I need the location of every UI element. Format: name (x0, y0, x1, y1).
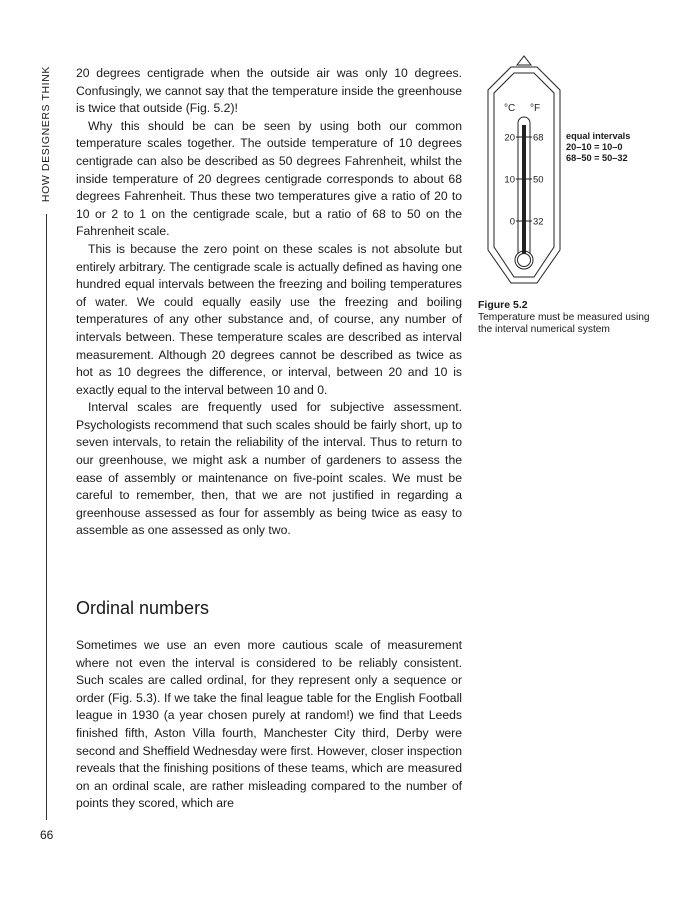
figure-caption (478, 299, 653, 337)
annotation-line: 68–50 = 50–32 (566, 153, 628, 163)
page-number: 66 (40, 828, 54, 842)
fahrenheit-tick-label: 32 (533, 216, 544, 228)
caption-title: Figure 5.2 (478, 299, 528, 311)
paragraph: 20 degrees centigrade when the outside air was only 10 degrees. Confusingly, we cannot say that the temperature inside the greenhouse is twice that outside (Fig. 5.2)! (76, 66, 462, 116)
section-body (76, 637, 462, 813)
fahrenheit-tick-label: 68 (533, 132, 544, 144)
celsius-tick-label: 10 (504, 174, 515, 186)
section-heading: Ordinal numbers (76, 598, 210, 618)
side-rule (46, 214, 47, 820)
celsius-unit-label: °C (504, 103, 516, 114)
running-head: HOW DESIGNERS THINK (40, 66, 52, 203)
figure-annotation (566, 131, 630, 164)
thermometer-illustration (478, 55, 648, 295)
paragraph: This is because the zero point on these scales is not absolute but entirely arbitrary. The centigrade scale is actually defined as having one hundred equal intervals between the freezing and boiling temperatures of water. We could equally easily use the freezing and boiling temperatures of any other substance and, of course, any number of intervals between. These temperature scales are described as interval measurement. Although 20 degrees cannot be described as twice as hot as 10 degrees the difference, or interval, between 20 and 10 is exactly equal to the interval between 10 and 0. (76, 241, 462, 397)
annotation-line: 20–10 = 10–0 (566, 142, 623, 152)
annotation-title: equal intervals (566, 131, 631, 141)
hang-hole-icon (517, 56, 531, 65)
fahrenheit-tick-label: 50 (533, 174, 544, 186)
paragraph: Interval scales are frequently used for subjective assessment. Psychologists recommend that such scales should be fairly short, up to seven intervals, to retain the reliability of the interval. Thus to return to our greenhouse, we might ask a number of gardeners to assess the ease of assembly or maintenance on five-point scales. We must be careful to remember, then, that we are not justified in regarding a greenhouse assessed as four for assembly as being twice as easy to assemble as one assessed as only two. (76, 400, 462, 538)
celsius-tick-label: 0 (509, 216, 515, 228)
paragraph: Sometimes we use an even more cautious scale of measurement where not even the interval is considered to be reliably consistent. Such scales are called ordinal, for they represent only a sequence or order (Fig. 5.3). If we take the final league table for the English Football league in 1930 (a year chosen purely at random!) we find that Leeds finished fifth, Aston Villa fourth, Manchester City third, Derby were second and Sheffield Wednesday were first. However, closer inspection reveals that the finishing positions of these teams, which are measured on an ordinal scale, are rather misleading compared to the number of points they scored, which are (76, 638, 462, 811)
paragraph: Why this should be can be seen by using both our common temperature scales together. The outside temperature of 10 degrees centigrade can also be described as 50 degrees Fahrenheit, whilst the inside temperature of 20 degrees centigrade corresponds to about 68 degrees Fahrenheit. Thus these two temperatures give a ratio of 20 to 10 or 2 to 1 on the centigrade scale, but a ratio of 68 to 50 on the Fahrenheit scale. (76, 118, 462, 239)
body-text (76, 65, 462, 540)
celsius-tick-label: 20 (504, 132, 515, 144)
figure-5-2 (478, 55, 648, 295)
fahrenheit-unit-label: °F (530, 103, 541, 114)
caption-text: Temperature must be measured using the interval numerical system (478, 312, 650, 336)
